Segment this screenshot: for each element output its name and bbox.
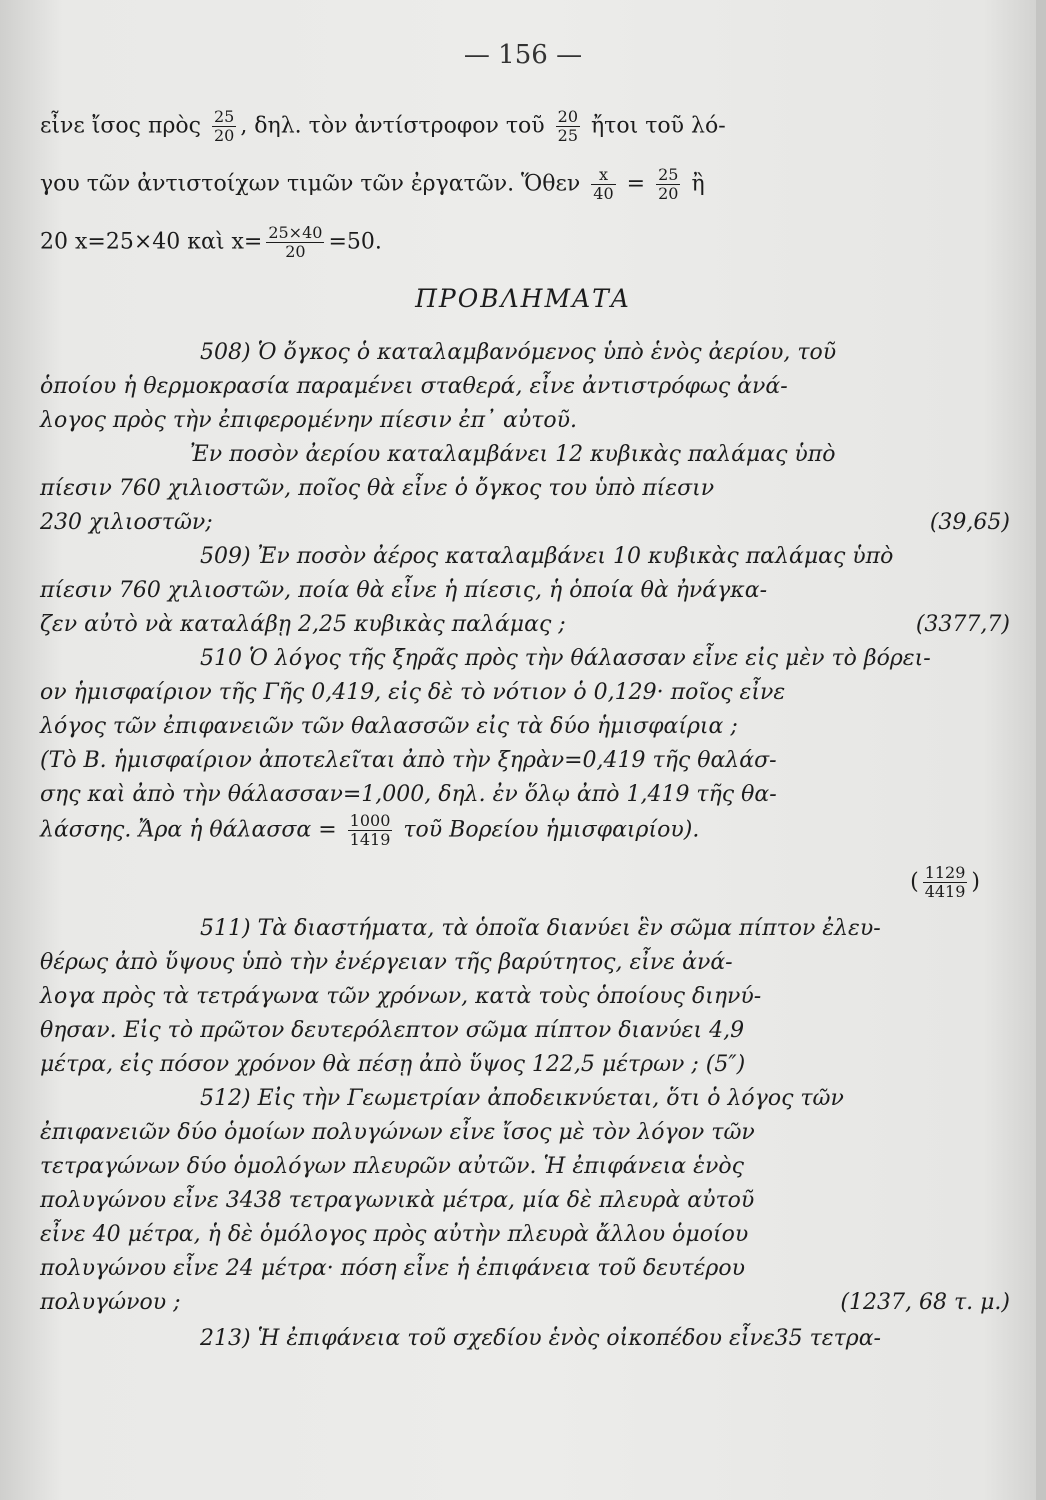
text-line: πολυγώνου εἶνε 3438 τετραγωνικὰ μέτρα, μία δὲ πλευρὰ αὐτοῦ: [40, 1188, 755, 1213]
fraction-denominator: 20: [213, 126, 235, 145]
text-line: σης καὶ ἀπὸ τὴν θάλασσαν=1,000, δηλ. ἐν ὅλῳ ἀπὸ 1,419 τῆς θα-: [40, 782, 777, 807]
answer: (3377,7): [915, 612, 1010, 637]
fraction: [556, 108, 580, 145]
fraction-denominator: 4419: [924, 882, 966, 901]
text-run: ζεν αὐτὸ νὰ καταλάβῃ 2,25 κυβικὰς παλάμας ;: [40, 612, 566, 637]
fraction-numerator: 1000: [349, 811, 391, 830]
text-line: τετραγώνων δύο ὁμολόγων πλευρῶν αὐτῶν. Ἡ ἐπιφάνεια ἑνὸς: [40, 1154, 744, 1179]
text-line: λόγος τῶν ἐπιφανειῶν τῶν θαλασσῶν εἰς τὰ δύο ἡμισφαίρια ;: [40, 714, 738, 739]
fraction-numerator: 25: [213, 107, 235, 126]
fraction: [591, 166, 615, 203]
text-line: θησαν. Εἰς τὸ πρῶτον δευτερόλεπτον σῶμα πίπτον διανύει 4,9: [40, 1018, 745, 1043]
text-run: ἢ: [691, 171, 705, 197]
intro-line-2: [40, 166, 1010, 203]
fraction-numerator: 1129: [924, 863, 966, 882]
text-line: [40, 812, 1010, 849]
fraction-denominator: 20: [285, 242, 306, 261]
text-line: 512) Εἰς τὴν Γεωμετρίαν ἀποδεικνύεται, ὅτι ὁ λόγος τῶν: [200, 1086, 844, 1111]
text-line: ἐπιφανειῶν δύο ὁμοίων πολυγώνων εἶνε ἴσος μὲ τὸν λόγον τῶν: [40, 1120, 755, 1145]
text-line: [40, 1288, 1010, 1318]
intro-line-3: [40, 224, 1010, 261]
text-line: πολυγώνου εἶνε 24 μέτρα· πόση εἶνε ἡ ἐπιφάνεια τοῦ δευτέρου: [40, 1256, 745, 1281]
text-line: ον ἡμισφαίριον τῆς Γῆς 0,419, εἰς δὲ τὸ νότιον ὁ 0,129· ποῖος εἶνε: [40, 680, 786, 705]
text-line: πίεσιν 760 χιλιοστῶν, ποία θὰ εἶνε ἡ πίεσις, ἡ ὁποία θὰ ἠνάγκα-: [40, 578, 768, 603]
text-run: τοῦ Βορείου ἡμισφαιρίου).: [403, 817, 700, 843]
page-edge: [1036, 0, 1046, 1500]
answer-line: ( $\frac{1129}{4419}$ ): [910, 863, 980, 901]
text-line: 508) Ὁ ὄγκος ὁ καταλαμβανόμενος ὑπὸ ἑνὸς ἀερίου, τοῦ: [200, 340, 837, 365]
fraction-denominator: 1419: [349, 830, 391, 849]
fraction: [656, 166, 680, 203]
text-line: λογα πρὸς τὰ τετράγωνα τῶν χρόνων, κατὰ τοὺς ὁποίους διηνύ-: [40, 984, 762, 1009]
fraction-denominator: 25: [557, 126, 578, 145]
text-run: =50.: [328, 229, 382, 255]
text-line: [40, 610, 1010, 640]
text-run: ἤτοι τοῦ λό-: [591, 113, 726, 139]
answer: (1237, 68 τ. μ.): [840, 1290, 1010, 1315]
fraction: [348, 812, 393, 849]
text-line: [40, 508, 1010, 538]
text-run: πολυγώνου ;: [40, 1290, 181, 1315]
text-run: 230 χιλιοστῶν;: [40, 510, 213, 535]
text-line: (Τὸ Β. ἡμισφαίριον ἀποτελεῖται ἀπὸ τὴν ξηρὰν=0,419 τῆς θαλάσ-: [40, 748, 777, 773]
text-line: εἶνε 40 μέτρα, ἡ δὲ ὁμόλογος πρὸς αὐτὴν πλευρὰ ἄλλου ὁμοίου: [40, 1222, 749, 1247]
text-line: μέτρα, εἰς πόσον χρόνον θὰ πέσῃ ἀπὸ ὕψος 122,5 μέτρων ; (5″): [40, 1052, 746, 1077]
fraction-denominator: 40: [593, 184, 614, 203]
section-heading: ΠΡΟΒΛΗΜΑΤΑ: [415, 284, 631, 313]
text-run: εἶνε ἴσος πρὸς: [40, 113, 201, 139]
answer: (39,65): [929, 510, 1010, 535]
text-line: Ἐν ποσὸν ἀερίου καταλαμβάνει 12 κυβικὰς παλάμας ὑπὸ: [190, 442, 836, 467]
text-line: θέρως ἀπὸ ὕψους ὑπὸ τὴν ἐνέργειαν τῆς βαρύτητος, εἶνε ἀνά-: [40, 950, 733, 975]
text-line: 213) Ἡ ἐπιφάνεια τοῦ σχεδίου ἑνὸς οἰκοπέδου εἶνε35 τετρα-: [200, 1326, 881, 1351]
text-run: λάσσης. Ἄρα ἡ θάλασσα =: [40, 817, 337, 843]
fraction: [212, 108, 236, 145]
fraction: [266, 224, 324, 261]
answer-fraction: [923, 864, 968, 901]
text-line: πίεσιν 760 χιλιοστῶν, ποῖος θὰ εἶνε ὁ ὄγκος του ὑπὸ πίεσιν: [40, 476, 715, 501]
text-line: 510 Ὁ λόγος τῆς ξηρᾶς πρὸς τὴν θάλασσαν εἶνε εἰς μὲν τὸ βόρει-: [200, 646, 931, 671]
text-line: λογος πρὸς τὴν ἐπιφερομένην πίεσιν ἐπ᾽ αὐτοῦ.: [40, 408, 578, 433]
fraction-numerator: 25: [658, 165, 679, 184]
page-number: — 156 —: [463, 40, 583, 70]
text-run: 20 x=25×40 καὶ x=: [40, 229, 263, 255]
fraction-numerator: 25×40: [268, 223, 323, 242]
fraction-denominator: 20: [658, 184, 679, 203]
text-line: 509) Ἐν ποσὸν ἀέρος καταλαμβάνει 10 κυβικὰς παλάμας ὑπὸ: [200, 544, 894, 569]
text-run: γου τῶν ἀντιστοίχων τιμῶν τῶν ἐργατῶν. Ὅθεν: [40, 171, 581, 197]
intro-line-1: [40, 108, 1010, 145]
fraction-numerator: 20: [557, 107, 578, 126]
text-line: 511) Τὰ διαστήματα, τὰ ὁποῖα διανύει ἓν σῶμα πίπτον ἐλευ-: [200, 916, 881, 941]
text-run: , δηλ. τὸν ἀντίστροφον τοῦ: [240, 113, 545, 139]
text-line: ὁποίου ἡ θερμοκρασία παραμένει σταθερά, εἶνε ἀντιστρόφως ἀνά-: [40, 374, 788, 399]
equals-sign: =: [626, 171, 646, 197]
fraction-numerator: x: [591, 166, 615, 185]
